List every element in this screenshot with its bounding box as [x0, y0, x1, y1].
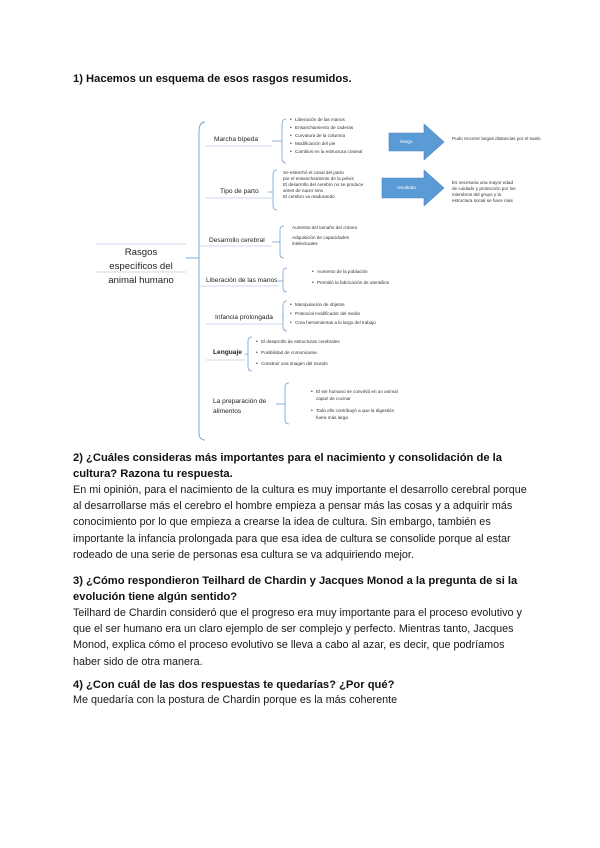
- main-brace: [199, 122, 205, 440]
- q3-answer: Teilhard de Chardin consideró que el progreso era muy importante para el proceso evolutivo y que el ser humano era un claro ejemplo de ser complejo y perfecto. Mientras tanto, Jacques Monod, explica cómo el proceso evolutivo se lleva a cabo al azar, es decir, que podríamos haber sido de otra manera.: [73, 607, 522, 668]
- branch-infancia: Infancia prolongada: [215, 314, 273, 321]
- branch-marcha: Marcha bípeda: [214, 136, 258, 143]
- q4-heading: 4) ¿Con cuál de las dos respuestas te quedarías? ¿Por qué?: [73, 679, 395, 691]
- branch-parto: Tipo de parto: [220, 188, 259, 195]
- parto-note: Es necesaria una mayor edad de cuidado y protección por los miembros del grupo y la estructura social se hace más: [452, 180, 516, 203]
- q3-heading: 3) ¿Cómo respondieron Teilhard de Chardin y Jacques Monod a la pregunta de si la evolución tiene algún sentido?: [73, 575, 518, 603]
- branch-cerebral: Desarrollo cerebral: [209, 237, 265, 244]
- arrow-riesgo-label: riesgo: [400, 139, 413, 144]
- q2-heading: 2) ¿Cuáles consideras más importantes para el nacimiento y consolidación de la cultura? Razona tu respuesta.: [73, 452, 502, 480]
- arrow-riesgo: [389, 124, 444, 160]
- q2-answer: En mi opinión, para el nacimiento de la cultura es muy importante el desarrollo cerebral porque al desarrollarse más el cerebro el hombre empieza a pensar más las cosas y a adquirir más conocimiento por lo que empieza a crearse la idea de cultura. Sin embargo, también es importante la infancia prolongada para que esa idea de cultura se consolide porque al estar rodeado de una serie de personas esa cultura se va adquiriendo mejor.: [73, 484, 527, 561]
- branch-preparacion: La preparación de alimentos: [213, 398, 267, 415]
- marcha-note: Pudo recorrer largas distancias por el suelo: [452, 136, 541, 141]
- document-page: 1) Hacemos un esquema de esos rasgos resumidos. Rasgos específicos del animal humano Marcha bípeda • Liberación de las manos • Ensanchamiento de caderas • Curvatura de la columna • Modificación del pie • Cambios en la estructura craneal riesgo Pudo recorrer largas distancias por el suelo Tipo de parto Se estrechó el canal del parto por el ensanchamiento de la pelvis El desarrollo del cerebro no se produce antes de nacer sino El cerebro va madurando resultado Es necesaria una mayor edad de cuidado y protección por los miembros del grupo y la estructura social se hace más Desarrollo cerebral Aumento del tamaño del cráneo Adquisición de capacidades intelectuales Liberación de las manos • Aumento de la población • Permitió la fabricación de utensilios Infancia prolongada • Manipulación de objetos • Potencial modificador del medio • Crea herramientas a lo largo del trabajo Lenguaje • El desarrollo de estructuras cerebrales • Posibilidad de comunicarse • Construir una imagen del mundo La preparación de alimentos • El ser humano se convirtió en un animal capaz de cocinar • Todo ello contribuyó a que la digestión fuera más larga 2) ¿Cuáles consideras más importantes para el nacimiento y consolidación de la cultura? Razona tu respuesta. En mi opinión, para el nacimiento de la cultura es muy importante el desarrollo cerebral porque al desarrollarse más el cerebro el hombre empieza a pensar más las cosas y a adquirir más conocimiento por lo que empieza a crearse la idea de cultura. Sin embargo, también es importante la infancia prolongada para que esa idea de cultura se consolide porque al estar rodeado de una serie de personas esa cultura se va adquiriendo mejor. 3) ¿Cómo respondieron Teilhard de Chardin y Jacques Monod a la pregunta de si la evolución tiene algún sentido? Teilhard de Chardin consideró que el progreso era muy importante para el proceso evolutivo y que el ser humano era un claro ejemplo de ser complejo y perfecto. Mientras tanto, Jacques Monod, explica cómo el proceso evolutivo se lleva a cabo al azar, es decir, que podríamos haber sido de otra manera. 4) ¿Con cuál de las dos respuestas te quedarías? ¿Por qué? Me quedaría con la postura de Chardin porque es la más coherente: [0, 0, 600, 848]
- branch-lenguaje: Lenguaje: [213, 349, 242, 356]
- parto-items: Se estrechó el canal del parto por el ensanchamiento de la pelvis El desarrollo del cerebro no se produce antes de nacer sino El cerebro va madurando: [283, 170, 364, 199]
- branch-manos: Liberación de las manos: [206, 277, 278, 284]
- cerebral-items: Aumento del tamaño del cráneo Adquisición de capacidades intelectuales: [292, 225, 358, 246]
- arrow-resultado-label: resultado: [397, 185, 416, 190]
- q1-heading: 1) Hacemos un esquema de esos rasgos resumidos.: [73, 73, 352, 85]
- q4-answer: Me quedaría con la postura de Chardin porque es la más coherente: [73, 694, 398, 706]
- mind-map-root: Rasgos específicos del animal humano: [108, 247, 174, 286]
